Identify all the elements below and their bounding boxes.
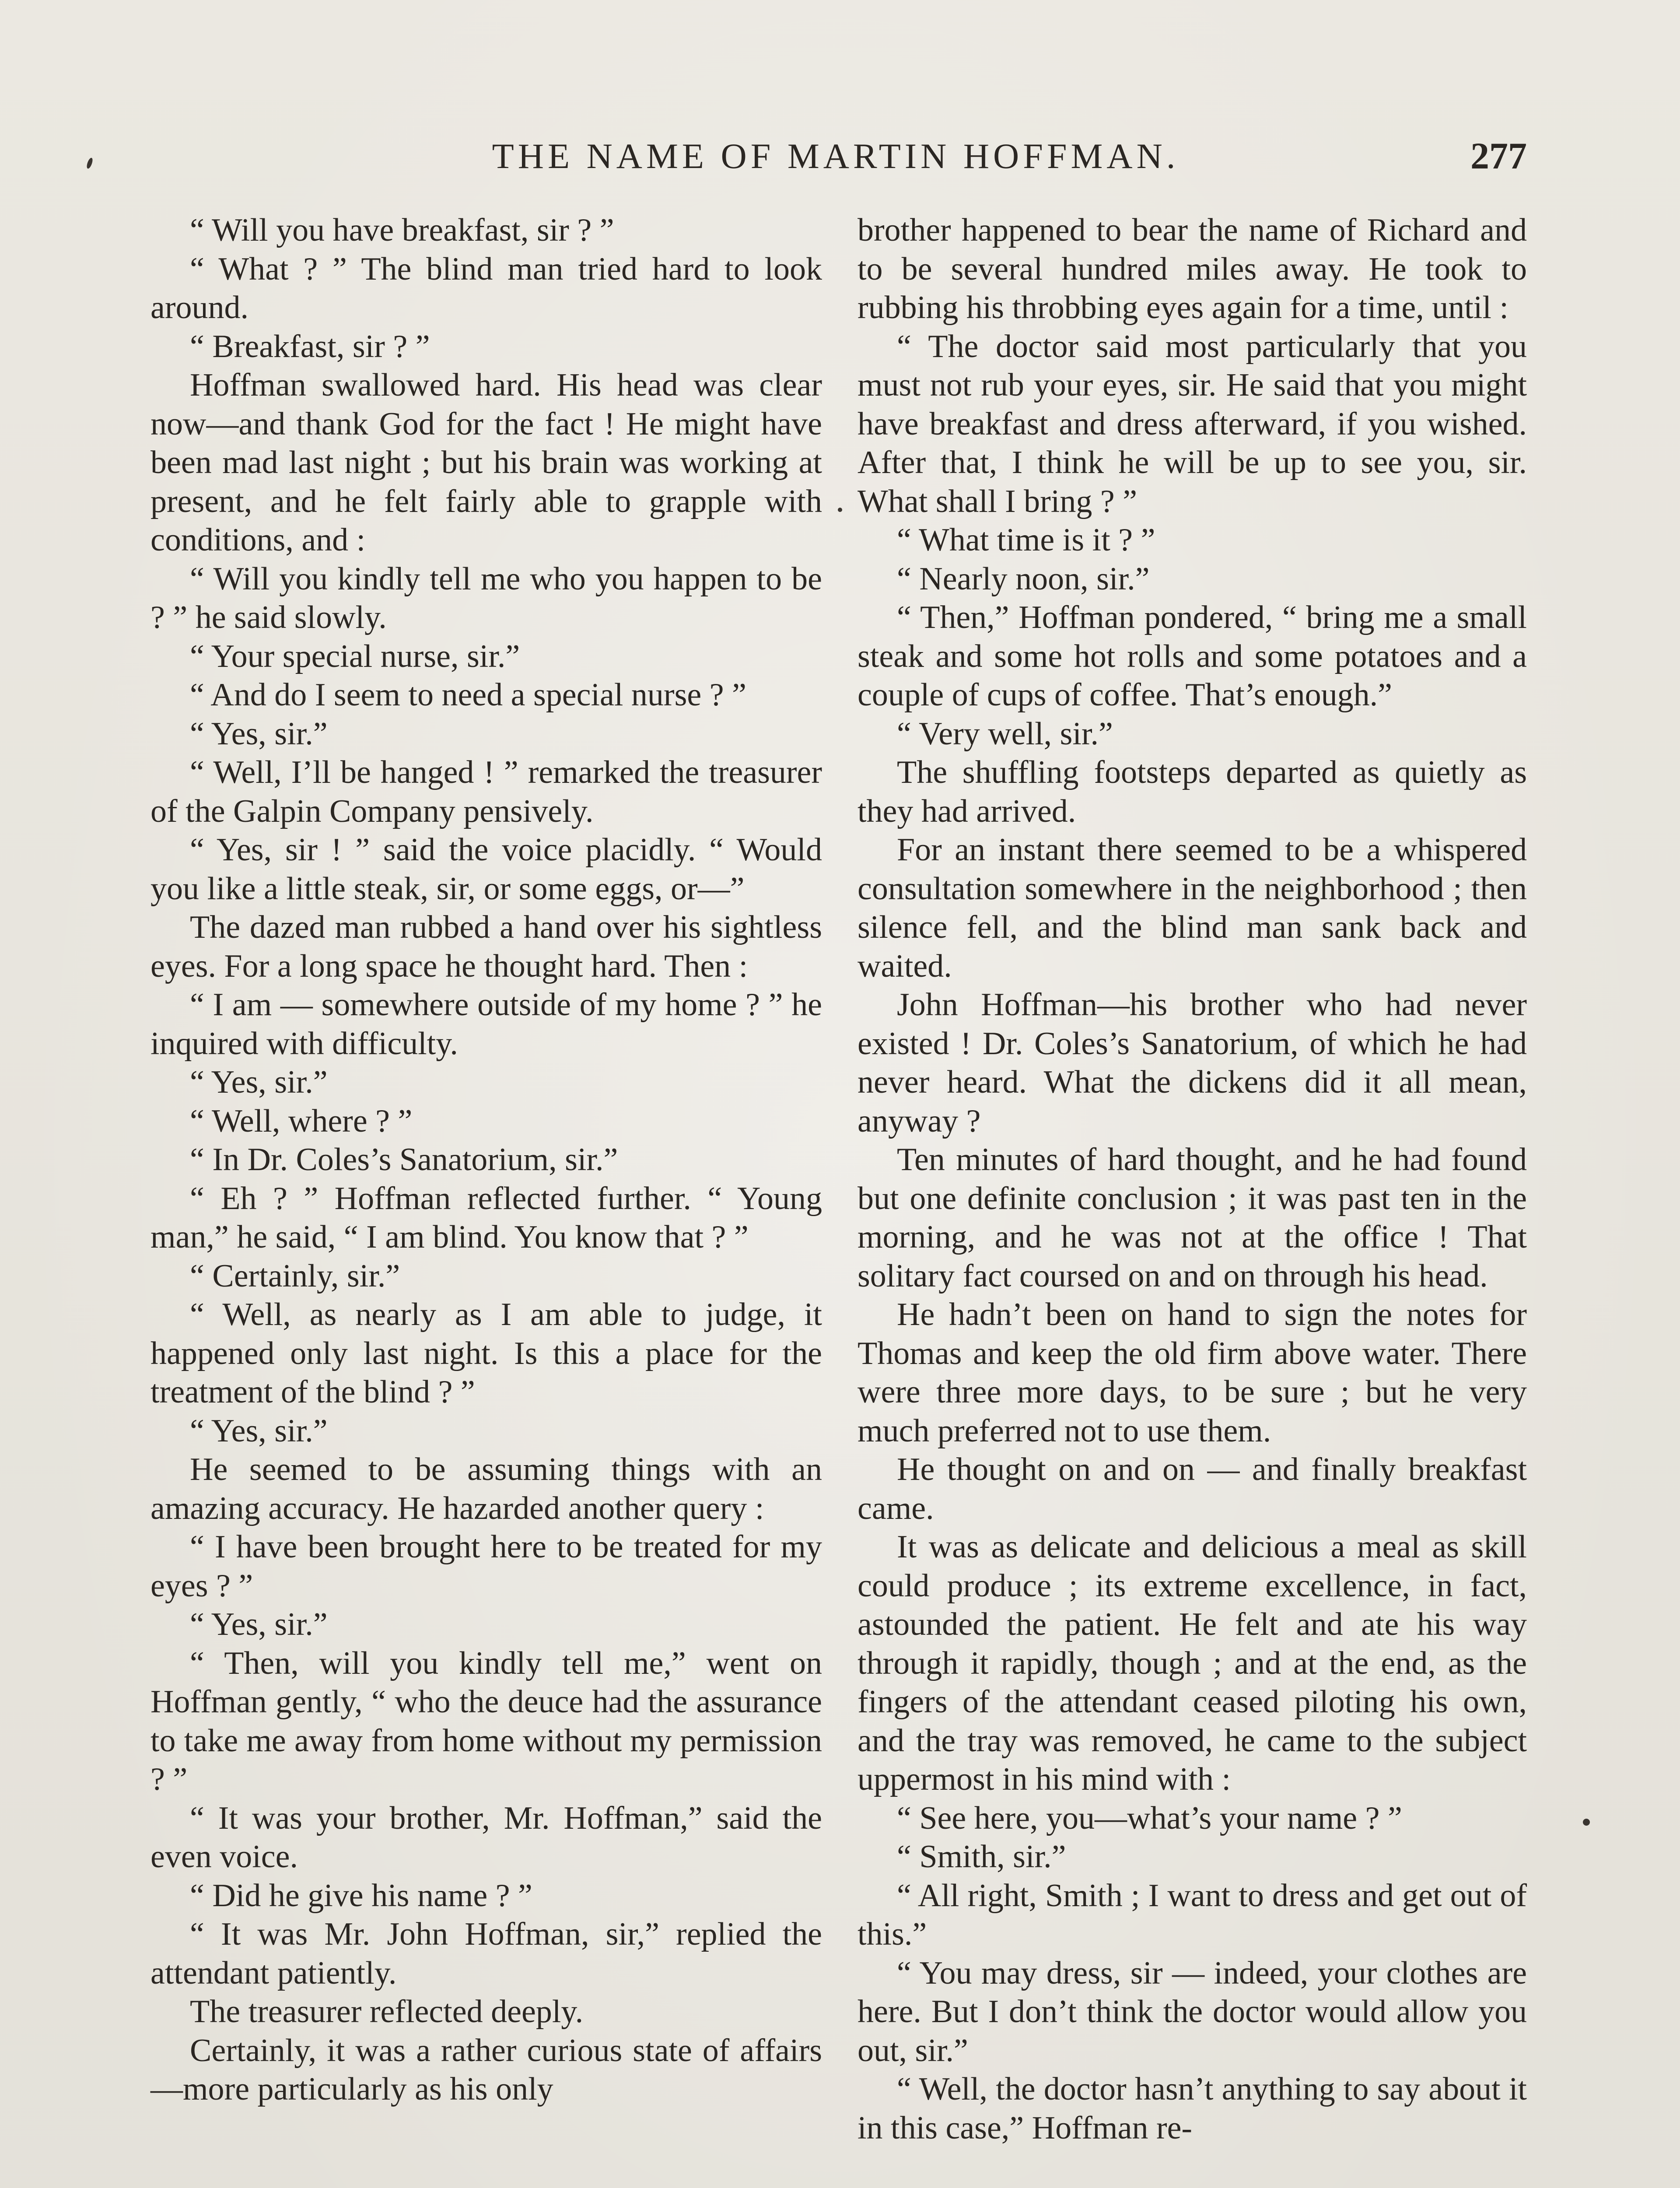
paragraph: He hadn’t been on hand to sign the notes for Thomas and keep the old firm above water. There were three more days, to be sure ; but he very much preferred not to use them.	[858, 1297, 1527, 1449]
ink-mark	[838, 508, 842, 512]
paragraph: He thought on and on — and finally breakfast came.	[858, 1452, 1527, 1526]
right-text-column	[858, 211, 1527, 2147]
paragraph: “ I am — somewhere outside of my home ? ” he inquired with difficulty.	[150, 987, 822, 1062]
paragraph: “ Yes, sir ! ” said the voice placidly. “ Would you like a little steak, sir, or some eggs, or—”	[150, 832, 822, 907]
left-text-column	[150, 211, 822, 2109]
paragraph: “ Will you kindly tell me who you happen to be ? ” he said slowly.	[150, 561, 822, 635]
paragraph: “ I have been brought here to be treated for my eyes ? ”	[150, 1529, 822, 1604]
paragraph: “ Then, will you kindly tell me,” went on Hoffman gently, “ who the deuce had the assurance to take me away from home without my permission ? ”	[150, 1645, 822, 1797]
paragraph: “ Your special nurse, sir.”	[190, 638, 520, 674]
paragraph: Hoffman swallowed hard. His head was clear now—and thank God for the fact ! He might have been mad last night ; but his brain was working at present, and he felt fairly able to grapple with conditions, and :	[150, 367, 822, 558]
paragraph: Certainly, it was a rather curious state of affairs—more particularly as his only	[150, 2032, 822, 2107]
paragraph: “ It was your brother, Mr. Hoffman,” said the even voice.	[150, 1800, 822, 1875]
paragraph: “ Yes, sir.”	[190, 1413, 328, 1449]
paragraph: The treasurer reflected deeply.	[190, 1994, 584, 2030]
ink-mark	[1583, 1819, 1590, 1826]
paragraph: “ You may dress, sir — indeed, your clothes are here. But I don’t think the doctor would allow you out, sir.”	[858, 1955, 1527, 2069]
paragraph: The shuffling footsteps departed as quietly as they had arrived.	[858, 754, 1527, 829]
paragraph: “ Yes, sir.”	[190, 1064, 328, 1100]
paragraph: “ Well, where ? ”	[190, 1103, 413, 1139]
paragraph: “ And do I seem to need a special nurse ? ”	[190, 677, 746, 713]
paragraph: “ Well, I’ll be hanged ! ” remarked the treasurer of the Galpin Company pensively.	[150, 754, 822, 829]
paragraph: “ Breakfast, sir ? ”	[190, 328, 430, 365]
paragraph: “ It was Mr. John Hoffman, sir,” replied the attendant patiently.	[150, 1916, 822, 1991]
paragraph: “ What ? ” The blind man tried hard to look around.	[150, 251, 822, 326]
page-number: 277	[1470, 135, 1527, 177]
paragraph: “ The doctor said most particularly that you must not rub your eyes, sir. He said that you might have breakfast and dress afterward, if you wished. After that, I think he will be up to see you, sir. What shall I bring ? ”	[858, 328, 1527, 519]
paragraph: It was as delicate and delicious a meal as skill could produce ; its extreme excellence, in fact, astounded the patient. He felt and ate his way through it rapidly, though ; and at the end, as the fingers of the attendant ceased piloting his own, and the tray was removed, he came to the subject uppermost in his mind with :	[858, 1529, 1527, 1797]
ink-mark	[86, 157, 94, 169]
paragraph: John Hoffman—his brother who had never existed ! Dr. Coles’s Sanatorium, of which he had never heard. What the dickens did it all mean, anyway ?	[858, 987, 1527, 1139]
paragraph: “ Nearly noon, sir.”	[897, 561, 1150, 597]
paragraph: “ Yes, sir.”	[190, 1606, 328, 1642]
paragraph: “ Well, as nearly as I am able to judge, it happened only last night. Is this a place for the treatment of the blind ? ”	[150, 1297, 822, 1410]
paragraph: The dazed man rubbed a hand over his sightless eyes. For a long space he thought hard. Then :	[150, 909, 822, 984]
running-title: THE NAME OF MARTIN HOFFMAN.	[492, 136, 1180, 176]
page-header	[144, 131, 1527, 184]
paragraph: He seemed to be assuming things with an amazing accuracy. He hazarded another query :	[150, 1452, 822, 1526]
paragraph: Ten minutes of hard thought, and he had found but one definite conclusion ; it was past ten in the morning, and he was not at the office ! That solitary fact coursed on and on through his head.	[858, 1142, 1527, 1294]
paragraph: For an instant there seemed to be a whispered consultation somewhere in the neighborhood ; then silence fell, and the blind man sank back and waited.	[858, 832, 1527, 984]
paragraph: “ Did he give his name ? ”	[190, 1877, 532, 1914]
paragraph: “ In Dr. Coles’s Sanatorium, sir.”	[190, 1142, 618, 1178]
paragraph: “ Eh ? ” Hoffman reflected further. “ Young man,” he said, “ I am blind. You know that ? ”	[150, 1180, 822, 1255]
paragraph: “ Smith, sir.”	[897, 1839, 1066, 1875]
paragraph: “ Well, the doctor hasn’t anything to say about it in this case,” Hoffman re-	[858, 2071, 1527, 2146]
paragraph: “ See here, you—what’s your name ? ”	[897, 1800, 1402, 1836]
paragraph: “ Then,” Hoffman pondered, “ bring me a small steak and some hot rolls and some potatoes and a couple of cups of coffee. That’s enough.”	[858, 600, 1527, 713]
paragraph: “ Certainly, sir.”	[190, 1258, 400, 1294]
paragraph: brother happened to bear the name of Richard and to be several hundred miles away. He took to rubbing his throbbing eyes again for a time, until :	[858, 212, 1527, 326]
paragraph: “ Will you have breakfast, sir ? ”	[190, 212, 614, 248]
paragraph: “ Very well, sir.”	[897, 715, 1113, 752]
paragraph: “ What time is it ? ”	[897, 522, 1155, 558]
paragraph: “ Yes, sir.”	[190, 715, 328, 752]
paragraph: “ All right, Smith ; I want to dress and get out of this.”	[858, 1877, 1527, 1952]
